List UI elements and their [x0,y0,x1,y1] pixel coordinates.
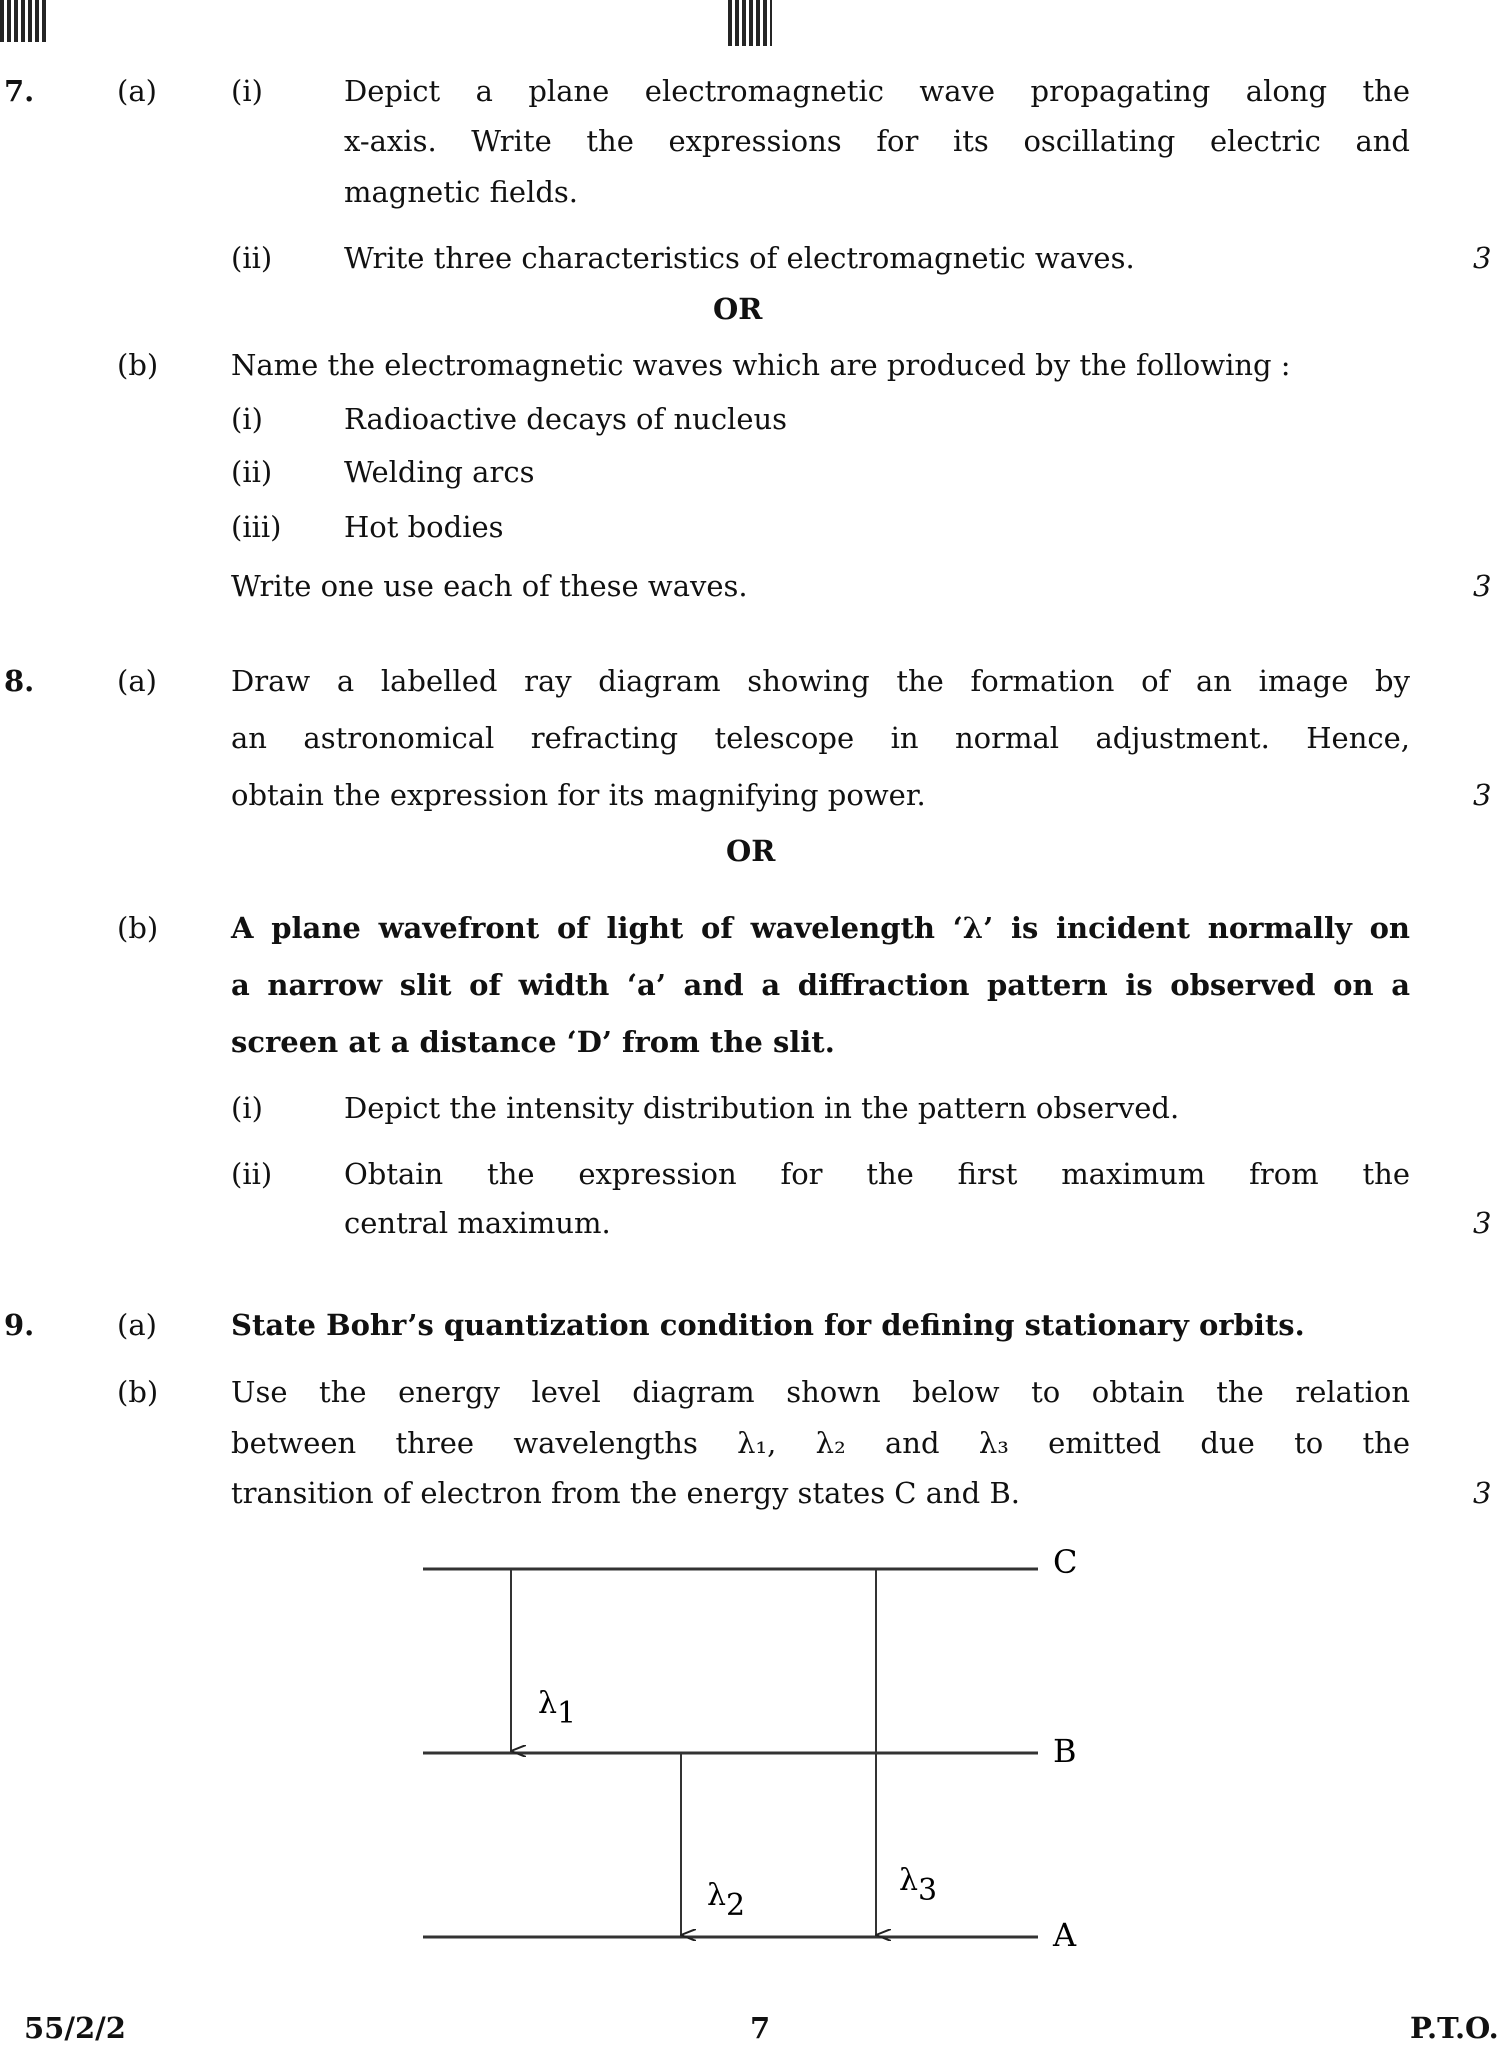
list-item: Welding arcs [344,455,535,489]
subpart-label: (ii) [231,455,273,489]
question-number: 7. [4,74,35,108]
subpart-label: (i) [231,402,263,436]
subpart-label: (iii) [231,510,282,544]
question-text: State Bohr’s quantization condition for defining stationary orbits. [231,1308,1305,1342]
question-text: magnetic fields. [344,175,579,209]
question-text: a narrow slit of width ‘a’ and a diffraction pattern is observed on a [231,968,1410,1002]
please-turn-over: P.T.O. [1410,2011,1499,2045]
wavelength-label-2: λ2 [707,1878,746,1923]
list-item: Radioactive decays of nucleus [344,402,788,436]
question-text: Depict a plane electromagnetic wave propagating along the [344,74,1410,108]
wavelength-label-3: λ3 [899,1863,938,1908]
marks: 3 [1473,778,1492,812]
marks: 3 [1473,569,1492,603]
question-text: obtain the expression for its magnifying power. [231,778,926,812]
question-text: Write three characteristics of electromagnetic waves. [344,241,1135,275]
question-text: Write one use each of these waves. [231,569,748,603]
qr-code-center [728,0,772,46]
part-label: (a) [117,664,157,698]
question-text: Depict the intensity distribution in the pattern observed. [344,1091,1180,1125]
level-label-c: C [1053,1543,1078,1581]
question-number: 9. [4,1308,35,1342]
level-label-b: B [1053,1732,1077,1770]
question-text: screen at a distance ‘D’ from the slit. [231,1025,835,1059]
level-label-a: A [1053,1916,1077,1954]
question-text: between three wavelengths λ₁, λ₂ and λ₃ emitted due to the [231,1426,1410,1460]
question-text: Use the energy level diagram shown below to obtain the relation [231,1375,1410,1409]
question-text: Name the electromagnetic waves which are produced by the following : [231,348,1291,382]
subpart-label: (ii) [231,1157,273,1191]
paper-code: 55/2/2 [24,2011,126,2045]
part-label: (b) [117,911,159,945]
or-separator: OR [713,292,763,326]
subpart-label: (i) [231,1091,263,1125]
marks: 3 [1473,1206,1492,1240]
question-text: A plane wavefront of light of wavelength ‘λ’ is incident normally on [231,911,1410,945]
question-text: an astronomical refracting telescope in normal adjustment. Hence, [231,721,1410,755]
wavelength-label-1: λ1 [538,1686,577,1731]
marks: 3 [1473,241,1492,275]
subpart-label: (ii) [231,241,273,275]
question-text: central maximum. [344,1206,611,1240]
question-number: 8. [4,664,35,698]
question-text: Obtain the expression for the first maximum from the [344,1157,1410,1191]
question-text: x-axis. Write the expressions for its oscillating electric and [344,124,1410,158]
subpart-label: (i) [231,74,263,108]
part-label: (a) [117,1308,157,1342]
part-label: (a) [117,74,157,108]
list-item: Hot bodies [344,510,504,544]
part-label: (b) [117,1375,159,1409]
marks: 3 [1473,1476,1492,1510]
qr-code-left [0,0,46,42]
or-separator: OR [726,834,776,868]
part-label: (b) [117,348,159,382]
question-text: Draw a labelled ray diagram showing the formation of an image by [231,664,1410,698]
question-text: transition of electron from the energy states C and B. [231,1476,1020,1510]
page-number: 7 [750,2011,771,2045]
